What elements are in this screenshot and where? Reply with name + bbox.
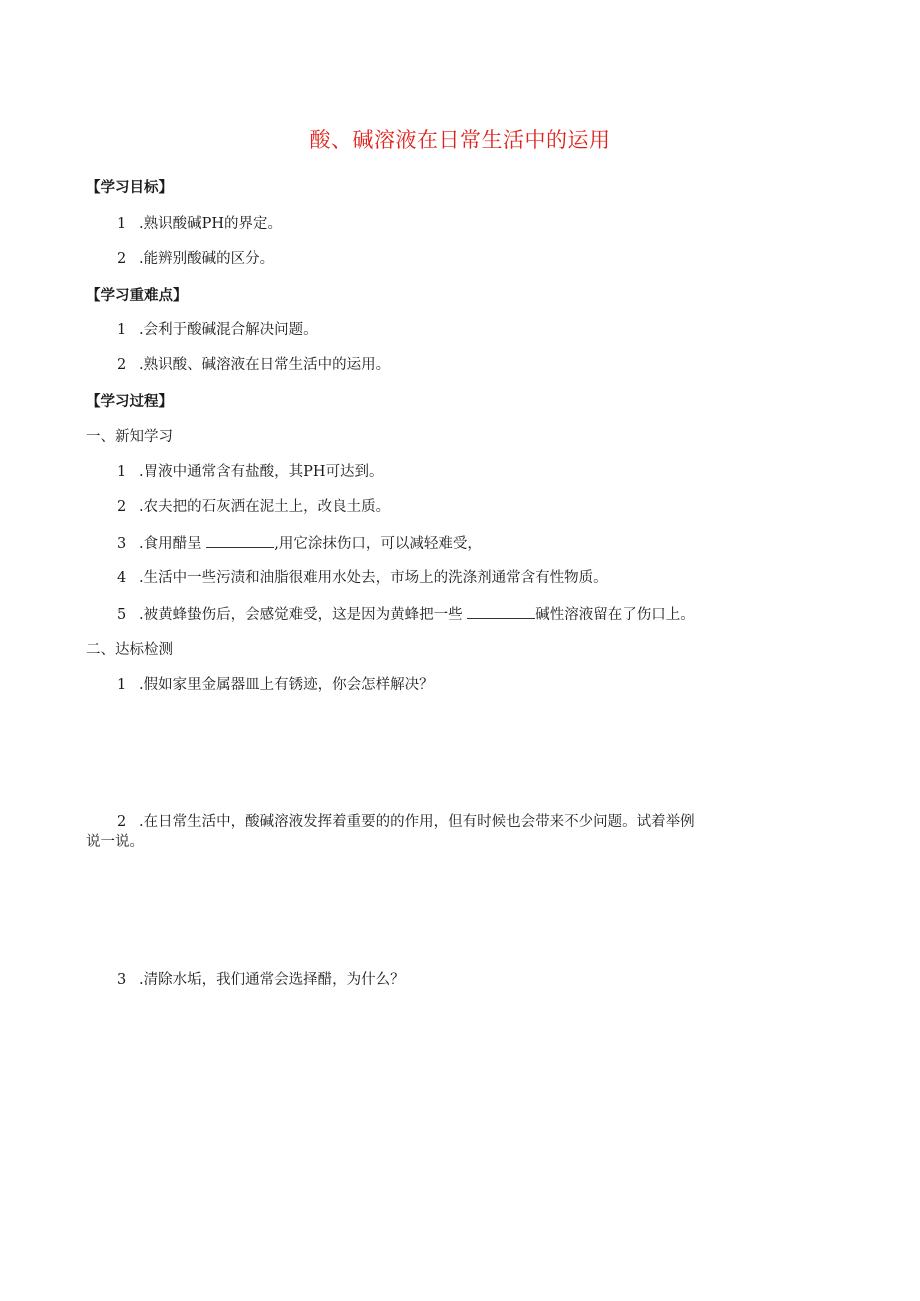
item-number: 2	[117, 357, 127, 373]
item-number: 2	[117, 251, 127, 267]
section-title: 一、新知学习	[86, 429, 173, 445]
item-number: 5	[117, 607, 127, 623]
goals-heading: 【学习目标】	[86, 179, 173, 196]
item-text-before-blank: .食用醋呈	[139, 536, 207, 552]
section-title: 二、达标检测	[86, 642, 173, 658]
item-number: 3	[117, 972, 127, 988]
keypoints-heading: 【学习重难点】	[86, 287, 188, 304]
item-number: 1	[117, 216, 127, 232]
item-text-before-blank: .被黄蜂蛰伤后，会感觉难受，这是因为黄蜂把一些	[139, 607, 468, 623]
item-text: .假如家里金属器皿上有锈迹，你会怎样解决？	[139, 677, 434, 693]
question-item	[117, 970, 405, 990]
item-text: .胃液中通常含有盐酸，其PH可达到。	[139, 464, 384, 480]
item-number: 1	[117, 322, 127, 338]
item-text: .生活中一些污渍和油脂很难用水处去，市场上的洗涤剂通常含有性物质。	[139, 570, 608, 586]
item-number: 1	[117, 677, 127, 693]
keypoint-item	[117, 355, 390, 375]
item-continuation: 说一说。	[86, 834, 144, 850]
item-number: 2	[117, 814, 127, 830]
page-title: 酸、碱溶液在日常生活中的运用	[309, 128, 611, 152]
question-item	[117, 604, 695, 625]
fill-in-blank[interactable]	[467, 604, 535, 619]
item-text: .在日常生活中，酸碱溶液发挥着重要的的作用，但有时候也会带来不少问题。试着举例	[139, 814, 695, 830]
question-item	[117, 812, 695, 832]
question-item	[117, 533, 482, 554]
item-text: .能辨别酸碱的区分。	[139, 251, 275, 267]
item-number: 4	[117, 570, 127, 586]
item-number: 2	[117, 499, 127, 515]
item-text-after-blank: 碱性溶液留在了伤口上。	[535, 607, 695, 623]
goal-item	[117, 249, 274, 269]
keypoint-item	[117, 320, 318, 340]
question-item	[117, 568, 608, 588]
question-item	[117, 462, 384, 482]
question-item	[117, 675, 434, 695]
goal-item	[117, 214, 282, 234]
item-text: .农夫把的石灰洒在泥土上，改良土质。	[139, 499, 391, 515]
process-heading: 【学习过程】	[86, 393, 173, 410]
fill-in-blank[interactable]	[206, 533, 274, 548]
item-number: 3	[117, 536, 127, 552]
item-text: .熟识酸、碱溶液在日常生活中的运用。	[139, 357, 391, 373]
item-number: 1	[117, 464, 127, 480]
item-text-after-blank: ,用它涂抹伤口，可以减轻难受，	[274, 536, 482, 552]
item-text: .清除水垢，我们通常会选择醋，为什么？	[139, 972, 405, 988]
question-item	[117, 497, 390, 517]
item-text: .熟识酸碱PH的界定。	[139, 216, 283, 232]
item-text: .会利于酸碱混合解决问题。	[139, 322, 318, 338]
